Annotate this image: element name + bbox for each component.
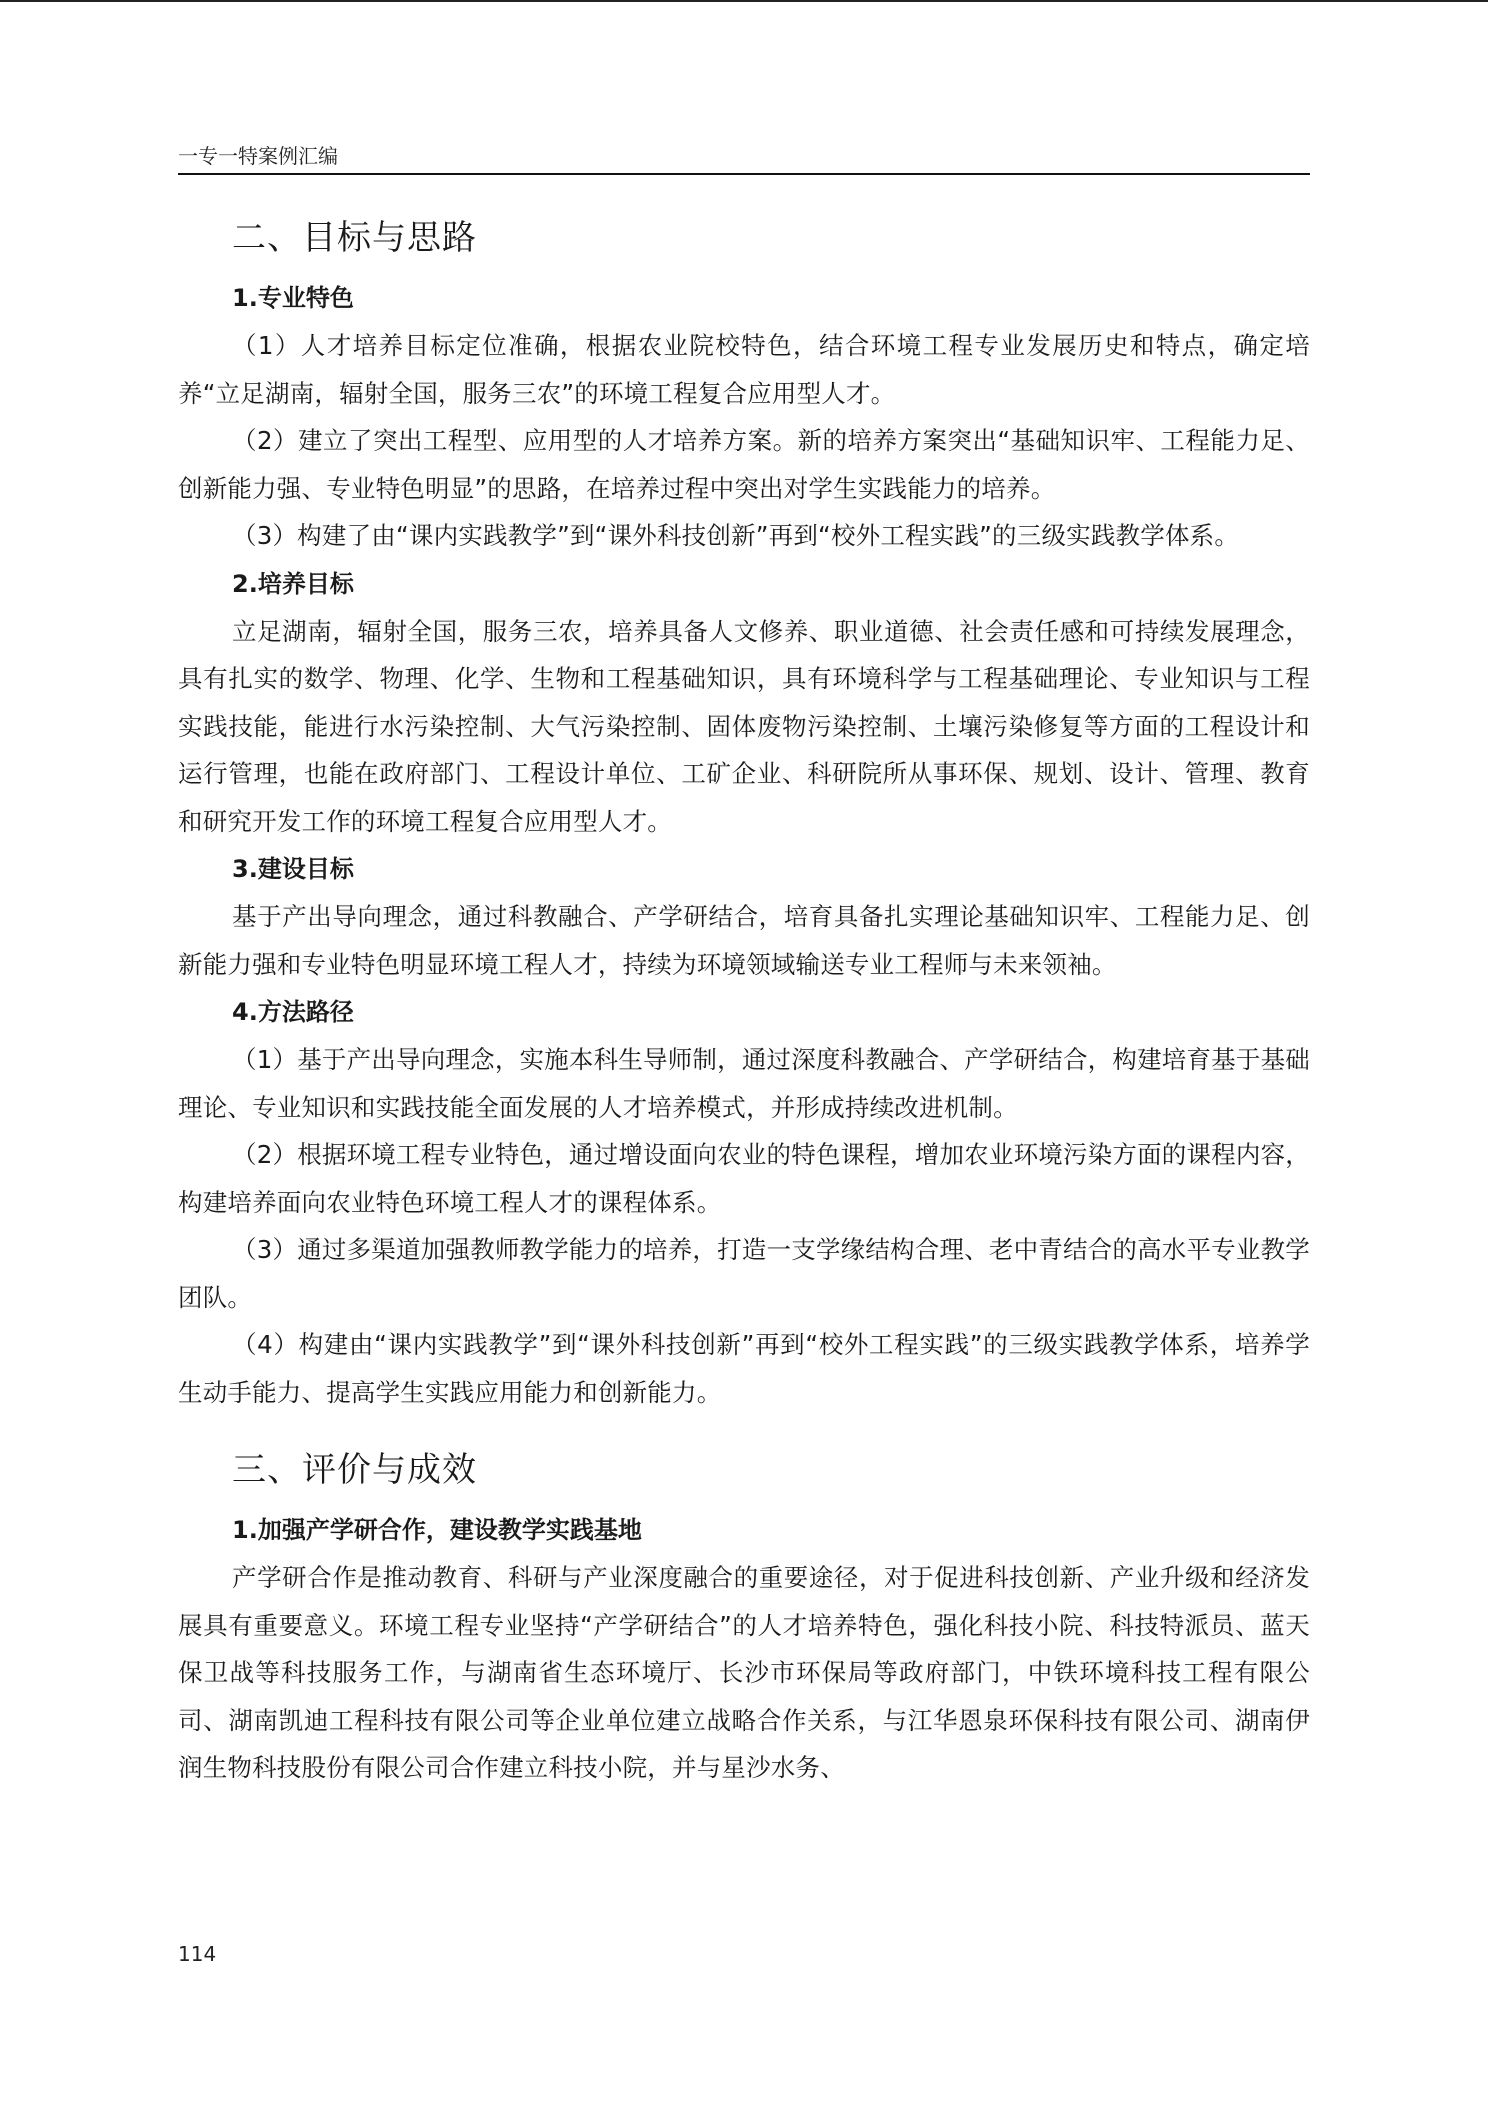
subheading-training-goals: 2.培养目标	[232, 569, 354, 598]
running-header: 一专一特案例汇编	[178, 144, 338, 168]
subheading-industry-cooperation: 1.加强产学研合作，建设教学实践基地	[232, 1516, 642, 1544]
subheading-major-features: 1.专业特色	[232, 284, 354, 312]
header-rule	[178, 173, 1310, 175]
subheading-construction-goals: 3.建设目标	[232, 855, 354, 883]
section-heading-goals: 二、目标与思路	[232, 218, 477, 258]
top-border-line	[0, 0, 1488, 2]
paragraph: 立足湖南，辐射全国，服务三农，培养具备人文修养、职业道德、社会责任感和可持续发展理念，具有扎实的数学、物理、化学、生物和工程基础知识，具有环境科学与工程基础理论、专业知识与工程实践技能，能进行水污染控制、大气污染控制、固体废物污染控制、土壤污染修复等方面的工程设计和运行管理，也能在政府部门、工程设计单位、工矿企业、科研院所从事环保、规划、设计、管理、教育和研究开发工作的环境工程复合应用型人才。	[178, 616, 1310, 836]
paragraph: （2）根据环境工程专业特色，通过增设面向农业的特色课程，增加农业环境污染方面的课程内容，构建培养面向农业特色环境工程人才的课程体系。	[178, 1140, 1310, 1217]
paragraph: （2）建立了突出工程型、应用型的人才培养方案。新的培养方案突出“基础知识牢、工程能力足、创新能力强、专业特色明显”的思路，在培养过程中突出对学生实践能力的培养。	[178, 426, 1310, 503]
paragraph: （4）构建由“课内实践教学”到“课外科技创新”再到“校外工程实践”的三级实践教学体系，培养学生动手能力、提高学生实践应用能力和创新能力。	[178, 1330, 1310, 1407]
paragraph: 基于产出导向理念，通过科教融合、产学研结合，培育具备扎实理论基础知识牢、工程能力足、创新能力强和专业特色明显环境工程人才，持续为环境领域输送专业工程师与未来领袖。	[178, 902, 1310, 979]
page-body	[178, 210, 1310, 1792]
subheading-method-path: 4.方法路径	[232, 998, 354, 1026]
paragraph: 产学研合作是推动教育、科研与产业深度融合的重要途径，对于促进科技创新、产业升级和经济发展具有重要意义。环境工程专业坚持“产学研结合”的人才培养特色，强化科技小院、科技特派员、蓝天保卫战等科技服务工作，与湖南省生态环境厅、长沙市环保局等政府部门，中铁环境科技工程有限公司、湖南凯迪工程科技有限公司等企业单位建立战略合作关系，与江华恩泉环保科技有限公司、湖南伊润生物科技股份有限公司合作建立科技小院，并与星沙水务、	[178, 1563, 1310, 1782]
page-number: 114	[178, 1942, 217, 1966]
paragraph: （3）通过多渠道加强教师教学能力的培养，打造一支学缘结构合理、老中青结合的高水平专业教学团队。	[178, 1235, 1310, 1312]
paragraph: （1）人才培养目标定位准确，根据农业院校特色，结合环境工程专业发展历史和特点，确定培养“立足湖南，辐射全国，服务三农”的环境工程复合应用型人才。	[178, 331, 1310, 408]
section-heading-evaluation: 三、评价与成效	[232, 1450, 477, 1490]
paragraph: （3）构建了由“课内实践教学”到“课外科技创新”再到“校外工程实践”的三级实践教学体系。	[232, 521, 1240, 550]
paragraph: （1）基于产出导向理念，实施本科生导师制，通过深度科教融合、产学研结合，构建培育基于基础理论、专业知识和实践技能全面发展的人才培养模式，并形成持续改进机制。	[178, 1045, 1310, 1122]
